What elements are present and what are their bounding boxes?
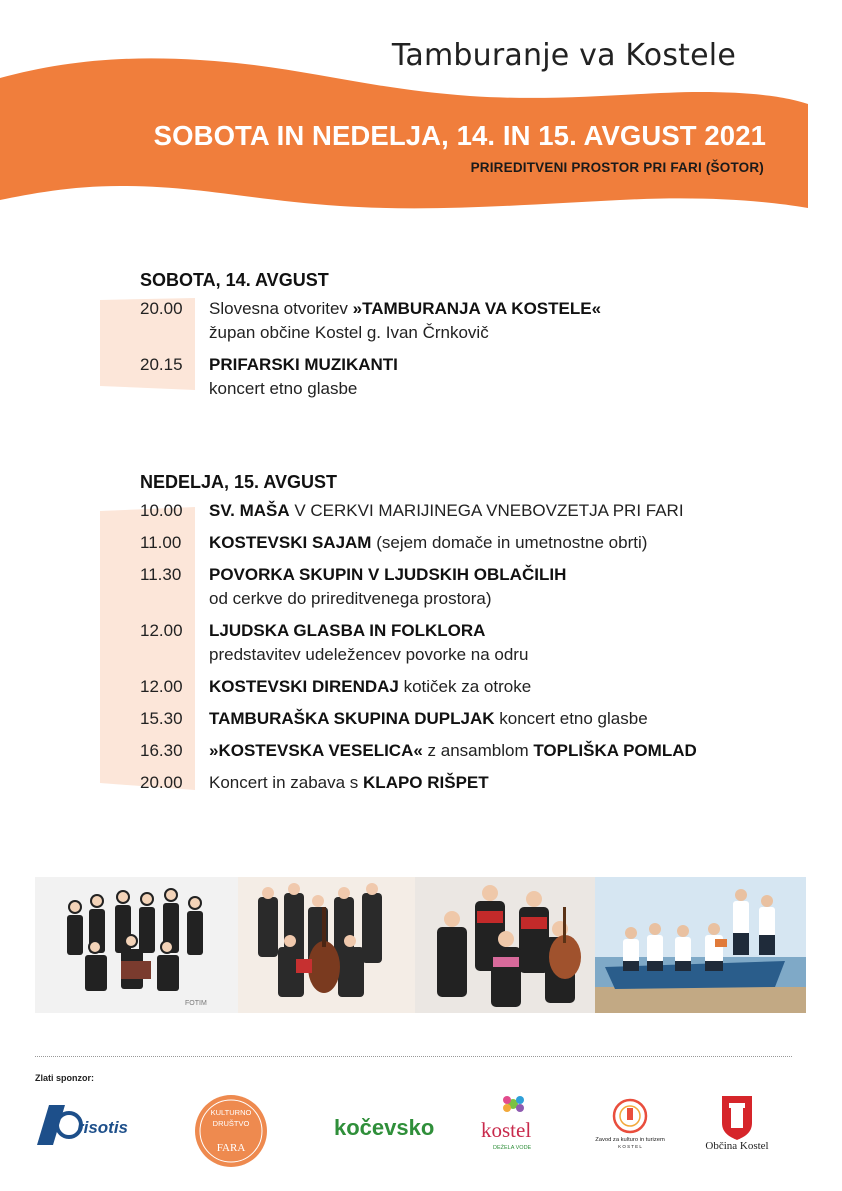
event-text: kotiček za otroke — [398, 677, 532, 696]
festival-title: Tamburanje va Kostele — [391, 38, 736, 73]
event-text: V CERKVI MARIJINEGA VNEBOVZETJA PRI FARI — [289, 501, 684, 520]
event-text: Slovesna otvoritev — [209, 299, 353, 318]
event-description — [209, 297, 601, 345]
event-subline: od cerkve do prireditvenega prostora) — [209, 589, 492, 608]
saturday-schedule — [140, 270, 601, 409]
kostel-wordmark: kostel — [481, 1118, 532, 1142]
event-highlight: SV. MAŠA — [209, 501, 290, 520]
fara-mid-text: DRUŠTVO — [212, 1119, 250, 1128]
sunday-schedule — [140, 472, 697, 803]
event-title-line — [209, 297, 601, 321]
event-description — [209, 707, 648, 731]
event-description — [209, 353, 398, 401]
event-title-line — [209, 619, 528, 643]
header-wave-banner — [0, 0, 842, 230]
kocevsko-logo — [332, 1111, 457, 1145]
event-title-line — [209, 675, 531, 699]
schedule-item — [140, 531, 697, 555]
event-description — [209, 771, 489, 795]
event-subline: koncert etno glasbe — [209, 379, 358, 398]
photo-dupljak-group — [415, 877, 595, 1013]
event-dates-heading: SOBOTA IN NEDELJA, 14. IN 15. AVGUST 2021 — [153, 120, 766, 151]
event-time: 20.00 — [140, 299, 183, 318]
event-highlight: TAMBURAŠKA SKUPINA DUPLJAK — [209, 709, 495, 728]
schedule-item — [140, 499, 697, 523]
zavod-subtext: K O S T E L — [618, 1144, 642, 1149]
obcina-kostel-crest — [694, 1093, 784, 1155]
event-text: z ansamblom — [422, 741, 534, 760]
event-title-line — [209, 353, 398, 377]
saturday-heading: SOBOTA, 14. AVGUST — [140, 270, 329, 290]
event-title-line — [209, 771, 489, 795]
event-highlight: POVORKA SKUPIN V LJUDSKIH OBLAČILIH — [209, 565, 567, 584]
event-highlight: KOSTEVSKI DIRENDAJ — [209, 677, 399, 696]
venue-subheading: PRIREDITVENI PROSTOR PRI FARI (ŠOTOR) — [470, 160, 764, 175]
event-description — [209, 563, 566, 611]
performer-photos — [35, 877, 806, 1013]
sponsor-divider — [35, 1056, 792, 1057]
event-highlight: PRIFARSKI MUZIKANTI — [209, 355, 398, 374]
event-time: 10.00 — [140, 501, 183, 520]
event-title-line — [209, 499, 684, 523]
event-time: 11.30 — [140, 565, 182, 584]
gold-sponsor-label: Zlati sponzor: — [35, 1073, 94, 1083]
event-description — [209, 675, 531, 699]
risotis-wordmark: risotis — [77, 1118, 129, 1137]
event-title-line — [209, 531, 647, 555]
schedule-item — [140, 707, 697, 731]
event-time: 12.00 — [140, 621, 183, 640]
kostel-tagline: DEŽELA VODE — [493, 1145, 532, 1151]
event-description — [209, 499, 684, 523]
event-title-line — [209, 739, 697, 763]
zavod-kostel-logo — [586, 1096, 676, 1152]
event-subline: župan občine Kostel g. Ivan Črnkovič — [209, 323, 489, 342]
event-highlight: TOPLIŠKA POMLAD — [533, 741, 697, 760]
kostel-brand-logo — [476, 1094, 556, 1154]
kd-fara-logo — [193, 1093, 269, 1169]
event-text: koncert etno glasbe — [494, 709, 648, 728]
photo-prifarski-muzikanti — [35, 877, 238, 1013]
obcina-kostel-text: Občina Kostel — [705, 1140, 769, 1152]
event-highlight: LJUDSKA GLASBA IN FOLKLORA — [209, 621, 486, 640]
event-description — [209, 739, 697, 763]
fara-bottom-text: FARA — [216, 1142, 246, 1154]
photo-watermark: FOTIM — [185, 1000, 207, 1007]
event-title-line — [209, 707, 648, 731]
event-highlight: »KOSTEVSKA VESELICA« — [209, 741, 423, 760]
event-text: Koncert in zabava s — [209, 773, 364, 792]
event-subline: predstavitev udeležencev povorke na odru — [209, 645, 529, 664]
event-time: 12.00 — [140, 677, 183, 696]
event-time: 16.30 — [140, 741, 183, 760]
sunday-heading: NEDELJA, 15. AVGUST — [140, 472, 338, 492]
event-time: 20.00 — [140, 773, 183, 792]
schedule-item — [140, 739, 697, 763]
event-highlight: »TAMBURANJA VA KOSTELE« — [352, 299, 602, 318]
schedule-item — [140, 297, 601, 345]
photo-klapa-boat — [595, 877, 806, 1013]
event-highlight: KLAPO RIŠPET — [363, 773, 489, 792]
event-time: 20.15 — [140, 355, 183, 374]
schedule-item — [140, 619, 697, 667]
event-time: 15.30 — [140, 709, 183, 728]
event-description — [209, 619, 528, 667]
schedule-item — [140, 675, 697, 699]
fara-top-text: KULTURNO — [210, 1108, 252, 1117]
event-title-line — [209, 563, 566, 587]
zavod-text: Zavod za kulturo in turizem — [595, 1137, 665, 1143]
schedule-item — [140, 563, 697, 611]
event-time: 11.00 — [140, 533, 182, 552]
schedule-item — [140, 353, 601, 401]
event-description — [209, 531, 647, 555]
risotis-logo — [35, 1095, 129, 1150]
event-highlight: KOSTEVSKI SAJAM — [209, 533, 372, 552]
kocevsko-wordmark: kočevsko — [334, 1115, 435, 1140]
photo-band-with-bass — [238, 877, 415, 1013]
event-text: (sejem domače in umetnostne obrti) — [371, 533, 648, 552]
schedule-item — [140, 771, 697, 795]
